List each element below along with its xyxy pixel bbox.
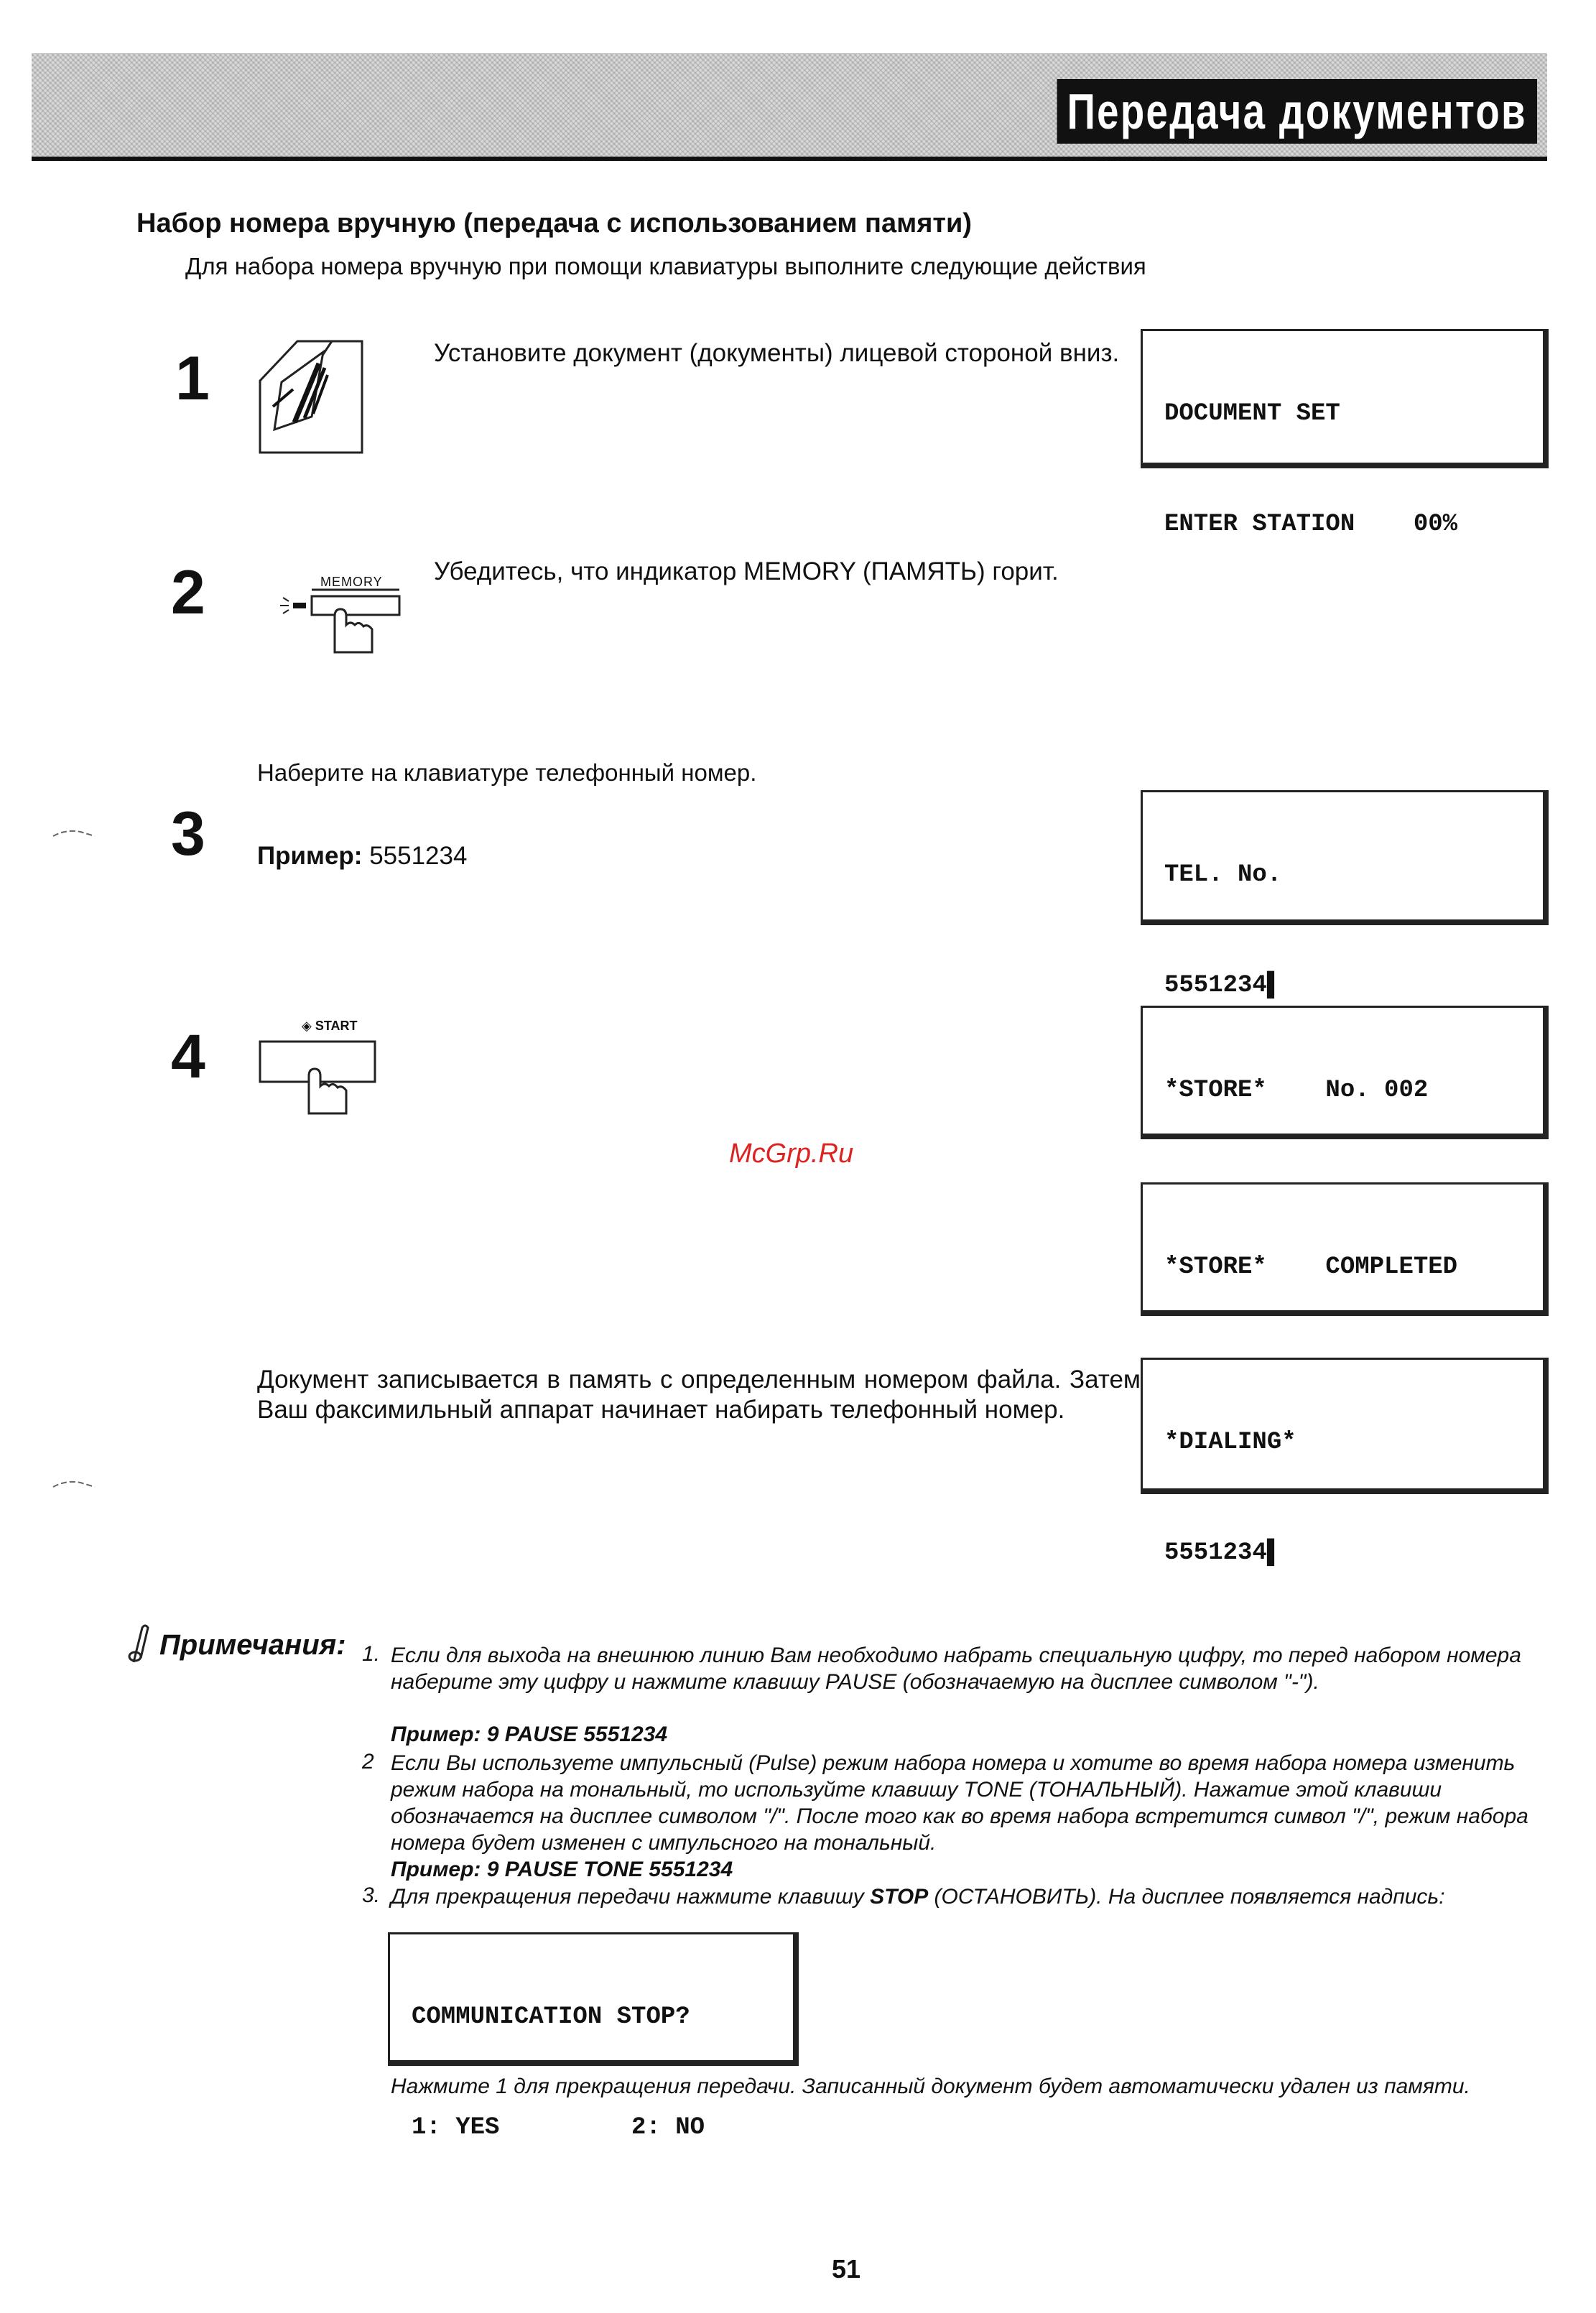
display-tel-no xyxy=(1141,790,1549,999)
header-banner xyxy=(32,53,1547,161)
display-line-1: *STORE* COMPLETED xyxy=(1164,1253,1458,1281)
note-3-key: STOP xyxy=(870,1885,929,1909)
note-1-example: Пример: 9 PAUSE 5551234 xyxy=(391,1723,668,1746)
memory-key-icon xyxy=(276,588,405,659)
display-line-2: 5551234▌ xyxy=(1164,1539,1282,1567)
section-intro: Для набора номера вручную при помощи клавиатуры выполните следующие действия xyxy=(185,253,1146,279)
note-3-text-b: (ОСТАНОВИТЬ). На дисплее появляется надпись: xyxy=(928,1885,1445,1909)
example-label: Пример: xyxy=(257,842,363,870)
start-key-label xyxy=(302,1019,358,1034)
page-number: 51 xyxy=(832,2254,861,2284)
watermark: McGrp.Ru xyxy=(729,1139,854,1169)
note-3-number: 3. xyxy=(362,1883,381,1907)
display-line-1: *STORE* No. 002 xyxy=(1164,1077,1429,1104)
step-1-number: 1 xyxy=(175,344,210,413)
note-1-text: Если для выхода на внешнюю линию Вам необходимо набрать специальную цифру, то перед набором номера наберите эту цифру и нажмите клавишу PAUSE (обозначаемую на дисплее символом "-"). xyxy=(391,1644,1521,1694)
display-line-2: 1: YES 2: NO xyxy=(412,2114,705,2141)
note-3-text xyxy=(391,1883,1576,1910)
step-2-text: Убедитесь, что индикатор MEMORY (ПАМЯТЬ) горит. xyxy=(434,557,1059,585)
note-2-number: 2 xyxy=(362,1750,374,1774)
memory-key-label: MEMORY xyxy=(320,575,383,589)
scan-mark xyxy=(52,826,102,840)
document-feed-icon xyxy=(253,338,368,460)
note-2-example: Пример: 9 PAUSE TONE 5551234 xyxy=(391,1858,733,1881)
note-2-text: Если Вы используете импульсный (Pulse) режим набора номера и хотите во время набора номера изменить режим набора на тональный, то используйте клавишу TONE (ТОНАЛЬНЫЙ). Нажатие этой клавиши обозначается на дисплее символом "/". После того как во время набора встретится символ "/", режим набора номера будет изменен с импульсного на тональный. xyxy=(391,1751,1528,1855)
note-1-number: 1. xyxy=(362,1642,381,1666)
step-2-number: 2 xyxy=(171,558,205,627)
step-3-number: 3 xyxy=(171,799,205,868)
example-value: 5551234 xyxy=(369,842,468,870)
display-line-1: COMMUNICATION STOP? xyxy=(412,2003,690,2031)
step-3-text: Наберите на клавиатуре телефонный номер. xyxy=(257,759,757,786)
note-3-text-a: Для прекращения передачи нажмите клавишу xyxy=(391,1885,871,1909)
display-line-1: TEL. No. xyxy=(1164,861,1282,889)
transmission-description: Документ записывается в память с определенным номером файла. Затем Ваш факсимильный аппарат начинает набирать телефонный номер. xyxy=(257,1366,1141,1424)
step-3-example xyxy=(257,840,467,872)
note-pencil-icon xyxy=(126,1622,155,1665)
display-dialing xyxy=(1141,1358,1549,1567)
start-label-text: START xyxy=(315,1019,358,1033)
display-line-2: 5551234▌ xyxy=(1164,972,1282,999)
note-3-after: Нажмите 1 для прекращения передачи. Записанный документ будет автоматически удален из памяти. xyxy=(391,2075,1470,2098)
notes-heading: Примечания: xyxy=(159,1629,346,1661)
section-title: Набор номера вручную (передача с использованием памяти) xyxy=(136,208,973,238)
display-store-no xyxy=(1141,1006,1549,1139)
display-line-1: *DIALING* xyxy=(1164,1429,1296,1456)
display-line-2: ENTER STATION 00% xyxy=(1164,511,1458,538)
step-1-text: Установите документ (документы) лицевой стороной вниз. xyxy=(434,339,1120,367)
display-communication-stop xyxy=(388,1932,799,2141)
display-line-1: DOCUMENT SET xyxy=(1164,400,1340,427)
start-key-icon xyxy=(257,1039,379,1118)
scan-mark xyxy=(52,1477,102,1491)
step-4-number: 4 xyxy=(171,1022,205,1091)
display-store-completed xyxy=(1141,1182,1549,1316)
page-header-title: Передача документов xyxy=(1057,79,1537,144)
start-diamond-icon: ◈ xyxy=(302,1019,312,1033)
display-document-set xyxy=(1141,329,1549,538)
